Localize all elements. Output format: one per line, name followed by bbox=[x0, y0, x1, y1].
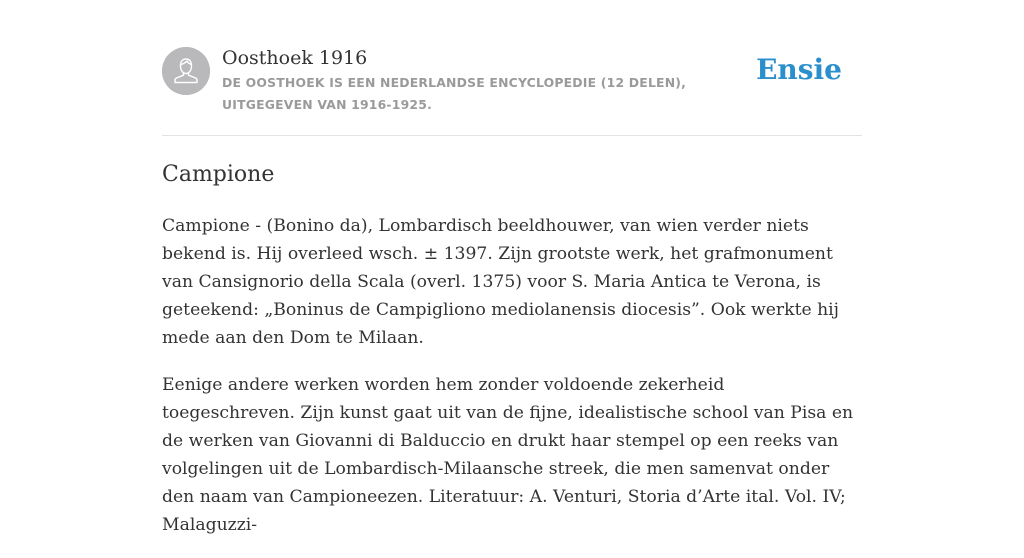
article-paragraph: Campione - (Bonino da), Lombardisch beeldhouwer, van wien verder niets bekend is. Hij overleed wsch. ± 1397. Zijn grootste werk, het grafmonument van Cansignorio della Scala (overl. 1375) voor S. Maria Antica te Verona, is geteekend: „Boninus de Campigliono mediolanensis diocesis”. Ook werkte hij mede aan den Dom te Milaan. bbox=[162, 216, 840, 348]
article-paragraph: Eenige andere werken worden hem zonder voldoende zekerheid toegeschreven. Zijn kunst gaat uit van de fijne, idealistische school van Pisa en de werken van Giovanni di Balduccio en drukt haar stempel op een reeks van volgelingen uit de Lombardisch-Milaansche streek, die men samenvat onder den naam van Campioneezen. Literatuur: A. Venturi, Storia d’Arte ital. Vol. IV; Malaguzzi- bbox=[162, 375, 854, 535]
avatar[interactable] bbox=[162, 47, 210, 95]
source-header bbox=[162, 0, 862, 136]
article-title: Campione bbox=[162, 162, 275, 187]
page-container bbox=[162, 0, 862, 535]
user-icon bbox=[162, 47, 210, 95]
source-title[interactable]: Oosthoek 1916 bbox=[222, 47, 368, 69]
ensie-logo[interactable]: Ensie bbox=[756, 53, 842, 86]
source-description: DE OOSTHOEK IS EEN NEDERLANDSE ENCYCLOPEDIE (12 DELEN), UITGEGEVEN VAN 1916-1925. bbox=[222, 75, 687, 112]
article-body bbox=[162, 212, 862, 558]
